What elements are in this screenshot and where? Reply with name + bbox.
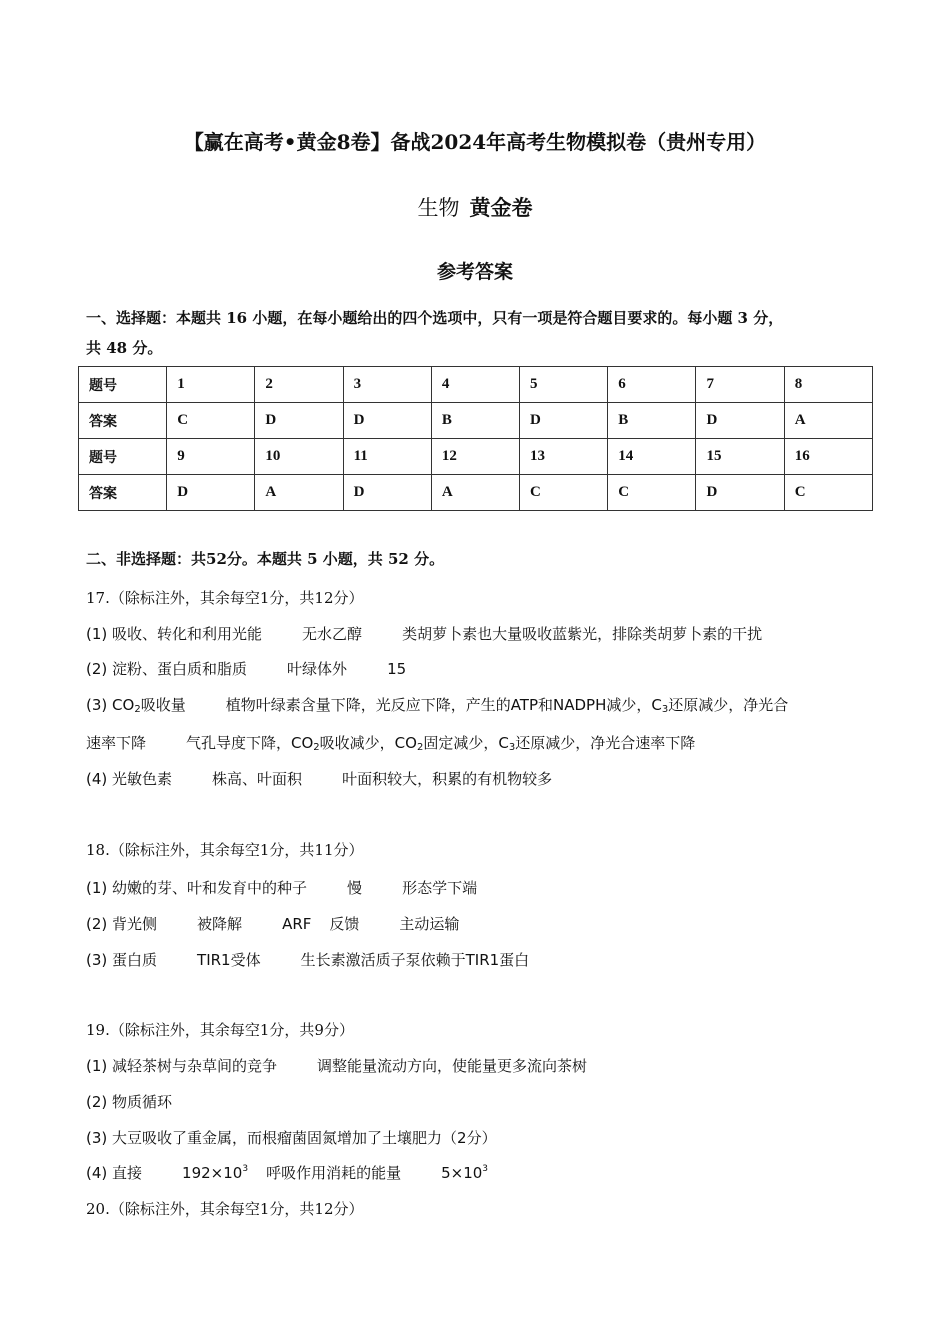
answer-text: 幼嫩的芽、叶和发育中的种子 [112, 879, 308, 897]
answer-text: 大豆吸收了重金属，而根瘤菌固氮增加了土壤肥力（2分） [112, 1129, 497, 1147]
table-cell: A [255, 475, 343, 511]
table-cell: 16 [784, 439, 872, 475]
part-number: (3) [86, 696, 108, 714]
answer-text: $5\times 10^3$ [441, 1164, 489, 1182]
table-cell: 14 [608, 439, 696, 475]
table-cell: A [431, 475, 519, 511]
q17-part1 [86, 623, 762, 644]
q19-part2 [86, 1091, 172, 1112]
q19-part1 [86, 1055, 587, 1076]
section2-title: 二、非选择题：共52分。本题共 5 小题，共 52 分。 [86, 550, 445, 568]
table-row [79, 367, 873, 403]
q17-heading: 17.（除标注外，其余每空1分，共12分） [86, 589, 364, 607]
answer-text: 反馈 [329, 915, 360, 933]
answer-text: 株高、叶面积 [212, 770, 303, 788]
answer-text: 光敏色素 [112, 770, 173, 788]
table-cell: A [784, 403, 872, 439]
answer-text: 蛋白质 [112, 951, 158, 969]
q19-heading: 19.（除标注外，其余每空1分，共9分） [86, 1021, 354, 1039]
answer-text: 被降解 [197, 915, 243, 933]
table-cell: D [696, 403, 784, 439]
part-number: (3) [86, 951, 108, 969]
answer-text: 调整能量流动方向，使能量更多流向茶树 [317, 1057, 588, 1075]
q17-part2 [86, 658, 406, 679]
table-cell: C [784, 475, 872, 511]
table-cell: C [608, 475, 696, 511]
q18-part3 [86, 949, 529, 970]
part-number: (2) [86, 660, 108, 678]
subject-name: 生物 [417, 196, 460, 220]
subject-heading [0, 192, 950, 222]
answer-text: 类胡萝卜素也大量吸收蓝紫光，排除类胡萝卜素的干扰 [402, 625, 763, 643]
part-number: (1) [86, 879, 108, 897]
q20-heading: 20.（除标注外，其余每空1分，共12分） [86, 1200, 364, 1218]
answer-text: 呼吸作用消耗的能量 [266, 1164, 402, 1182]
section1-instructions-line1: 一、选择题：本题共 16 小题，在每小题给出的四个选项中，只有一项是符合题目要求的。每小题 3 分， [86, 309, 784, 327]
answer-text: 生长素激活质子泵依赖于TIR1蛋白 [300, 951, 530, 969]
answer-text: 形态学下端 [402, 879, 478, 897]
q19-part4 [86, 1162, 488, 1183]
table-cell: B [431, 403, 519, 439]
answer-text: 叶面积较大，积累的有机物较多 [342, 770, 553, 788]
table-cell: D [343, 403, 431, 439]
answer-text: 无水乙醇 [302, 625, 363, 643]
answer-table [78, 366, 873, 511]
table-cell: 1 [167, 367, 255, 403]
table-cell: 2 [255, 367, 343, 403]
answer-text: $192\times 10^3$ [182, 1164, 249, 1182]
answers-title: 参考答案 [436, 261, 513, 283]
part-number: (1) [86, 625, 108, 643]
table-cell: 6 [608, 367, 696, 403]
table-cell: 9 [167, 439, 255, 475]
table-cell: 4 [431, 367, 519, 403]
q18-part2 [86, 913, 459, 934]
table-cell: 11 [343, 439, 431, 475]
q19-part3 [86, 1127, 497, 1148]
volume-name: 黄金卷 [469, 195, 533, 220]
part-number: (2) [86, 1093, 108, 1111]
answer-text: 植物叶绿素含量下降，光反应下降，产生的ATP和NADPH减少，$C_3$还原减少，净光合 [225, 696, 789, 715]
table-cell: 13 [520, 439, 608, 475]
q17-part4 [86, 768, 552, 789]
table-cell: C [520, 475, 608, 511]
part-number: (4) [86, 770, 108, 788]
q17-part3-continued [86, 732, 695, 753]
answer-text: 15 [387, 660, 407, 678]
answer-text: 减轻茶树与杂草间的竞争 [112, 1057, 278, 1075]
part-number: (4) [86, 1164, 108, 1182]
answer-text: $CO_2$吸收量 [112, 696, 186, 715]
answer-text: 慢 [347, 879, 363, 897]
table-cell: D [167, 475, 255, 511]
table-cell: 答案 [79, 403, 167, 439]
answer-text: 速率下降 [86, 734, 147, 752]
document-title: 【赢在高考•黄金8卷】备战2024年高考生物模拟卷（贵州专用） [183, 130, 767, 154]
section1-instructions-line2: 共 48 分。 [86, 339, 163, 357]
table-cell: 3 [343, 367, 431, 403]
table-cell: B [608, 403, 696, 439]
answer-text: 背光侧 [112, 915, 158, 933]
table-cell: D [255, 403, 343, 439]
answer-text: 物质循环 [112, 1093, 173, 1111]
table-cell: 题号 [79, 367, 167, 403]
table-row [79, 475, 873, 511]
answer-text: ARF [282, 915, 312, 933]
part-number: (2) [86, 915, 108, 933]
q18-heading: 18.（除标注外，其余每空1分，共11分） [86, 841, 364, 859]
answer-text: TIR1受体 [197, 951, 261, 969]
table-cell: 12 [431, 439, 519, 475]
answer-text: 淀粉、蛋白质和脂质 [112, 660, 248, 678]
answer-text: 气孔导度下降，$CO_2$吸收减少，$CO_2$固定减少，$C_3$还原减少，净光合速率下降 [186, 734, 696, 753]
q17-part3 [86, 694, 788, 715]
table-cell: C [167, 403, 255, 439]
table-cell: 7 [696, 367, 784, 403]
table-cell: D [520, 403, 608, 439]
answer-text: 直接 [112, 1164, 143, 1182]
table-cell: D [343, 475, 431, 511]
table-cell: 答案 [79, 475, 167, 511]
table-cell: 8 [784, 367, 872, 403]
table-cell: D [696, 475, 784, 511]
part-number: (3) [86, 1129, 108, 1147]
table-row [79, 439, 873, 475]
q18-part1 [86, 877, 477, 898]
answer-text: 吸收、转化和利用光能 [112, 625, 263, 643]
table-cell: 10 [255, 439, 343, 475]
table-row [79, 403, 873, 439]
answer-text: 主动运输 [399, 915, 460, 933]
table-cell: 5 [520, 367, 608, 403]
part-number: (1) [86, 1057, 108, 1075]
table-cell: 15 [696, 439, 784, 475]
table-cell: 题号 [79, 439, 167, 475]
answer-text: 叶绿体外 [287, 660, 348, 678]
